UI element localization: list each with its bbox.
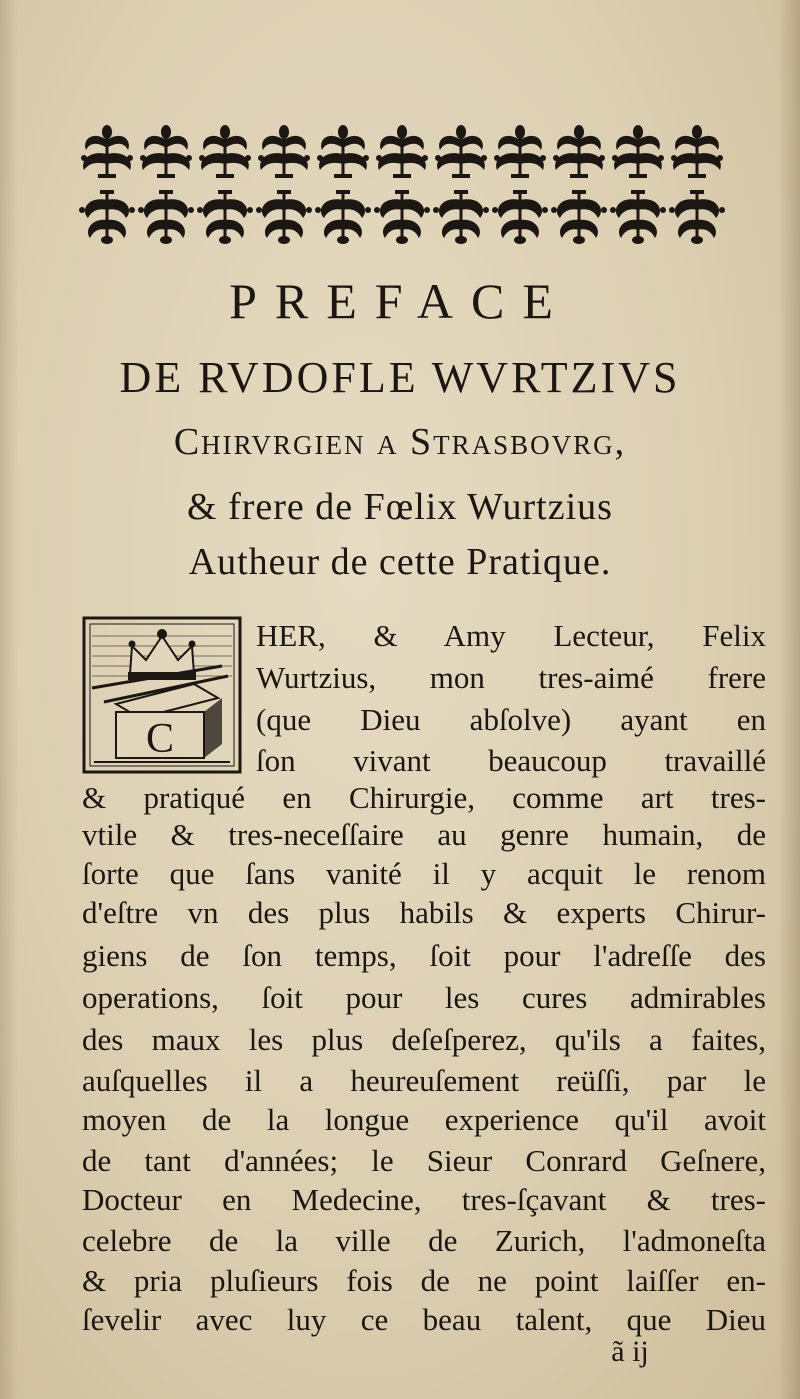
text-line: vtile & tres-neceſſaire au genre humain, de (82, 817, 766, 852)
text-line: ſorte que ſans vanité il y acquit le renom (82, 856, 766, 891)
text-line: ſon vivant beaucoup travaillé (256, 743, 766, 778)
text-line: & pratiqué en Chirurgie, comme art tres- (82, 780, 766, 815)
signature-mark: ã ij (611, 1335, 649, 1368)
preface-title: PREFACE (229, 273, 571, 329)
svg-text:C: C (145, 716, 175, 762)
text-line: moyen de la longue experience qu'il avoit (82, 1102, 766, 1137)
page-edge-shadow-right (778, 0, 800, 1399)
text-line: (que Dieu abſolve) ayant en (256, 702, 766, 737)
text-line: auſquelles il a heureuſement reüſſi, par le (82, 1063, 766, 1098)
text-line: d'eſtre vn des plus habils & experts Chirur- (82, 895, 766, 930)
text-line: Wurtzius, mon tres-aimé frere (256, 660, 766, 695)
text-line: ſevelir avec luy ce beau talent, que Dieu (82, 1302, 766, 1337)
text-line: des maux les plus deſeſperez, qu'ils a faites, (82, 1022, 766, 1057)
text-line: HER, & Amy Lecteur, Felix (256, 618, 766, 653)
text-line: celebre de la ville de Zurich, l'admoneſta (82, 1223, 766, 1258)
work-author-heading: Autheur de cette Pratique. (188, 541, 612, 583)
page-edge-shadow-left (0, 0, 18, 1399)
fleuron-ornament-band (78, 122, 728, 247)
decorated-initial (82, 616, 242, 774)
text-line: operations, ſoit pour les cures admirables (82, 980, 766, 1015)
text-line: de tant d'années; le Sieur Conrard Geſnere, (82, 1143, 766, 1178)
author-relation-heading: & frere de Fœlix Wurtzius (187, 486, 613, 528)
text-line: giens de ſon temps, ſoit pour l'adreſſe des (82, 938, 766, 973)
author-profession-heading: Chirvrgien a Strasbovrg, (173, 421, 627, 463)
author-name-heading: DE RVDOFLE WVRTZIVS (119, 353, 681, 402)
text-line: & pria pluſieurs fois de ne point laiſſer en- (82, 1263, 766, 1298)
text-line: Docteur en Medecine, tres-ſçavant & tres- (82, 1182, 766, 1217)
